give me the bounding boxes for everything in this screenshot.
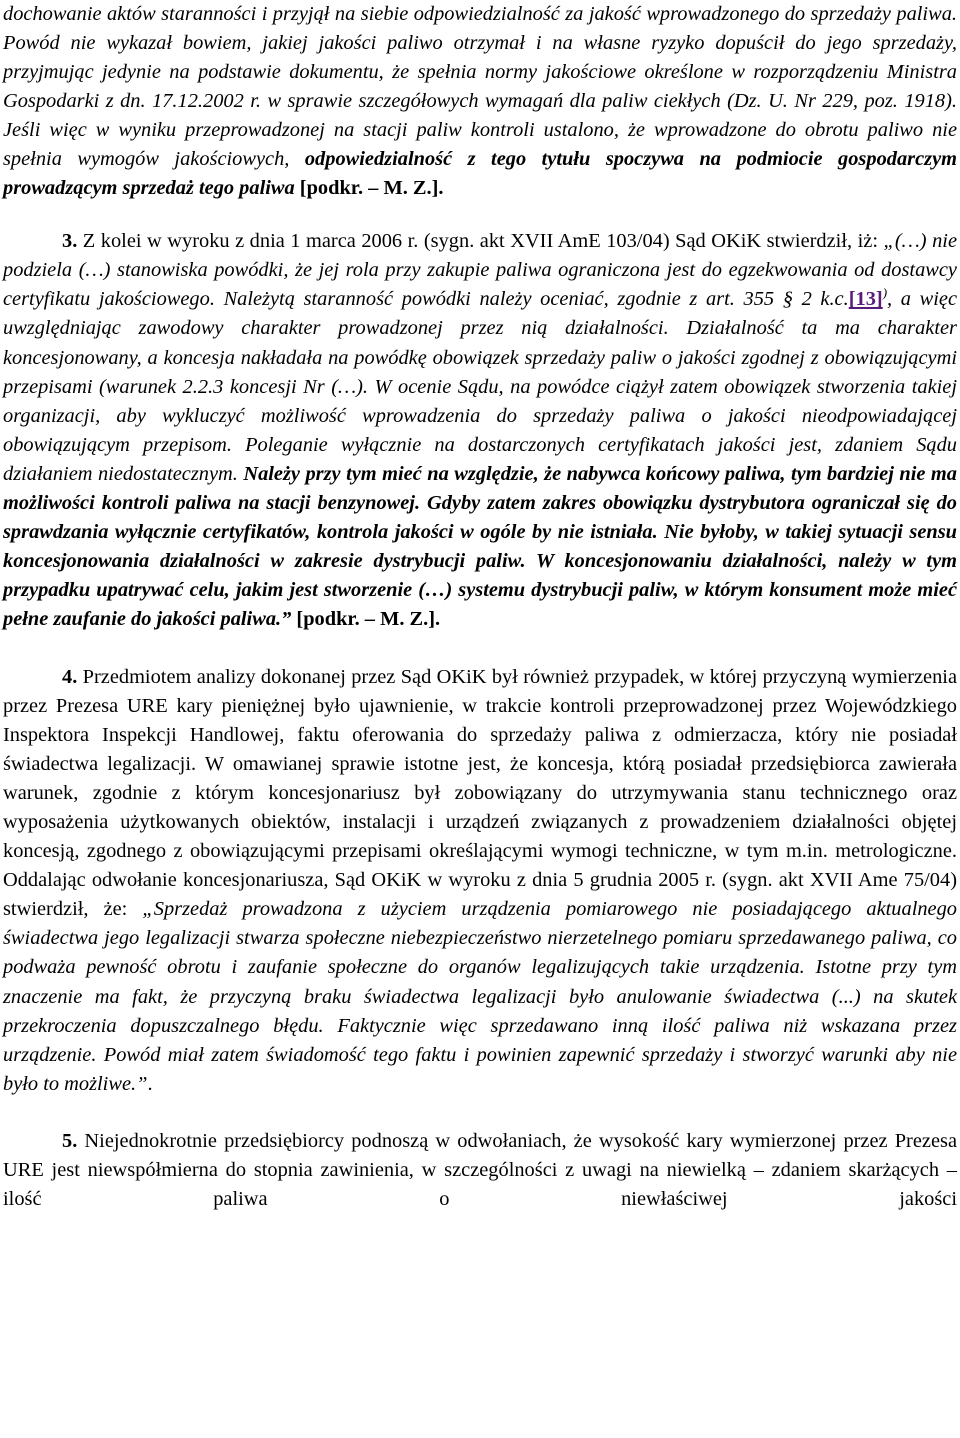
paragraph-2-emphasis-note: [podkr. – M. Z.]. <box>291 607 441 630</box>
paragraph-2-intro: Z kolei w wyroku z dnia 1 marca 2006 r. (sygn. akt XVII AmE 103/04) Sąd OKiK stwierdził, iż: <box>77 230 884 253</box>
paragraph-4 <box>3 1127 957 1214</box>
paragraph-2-quote-part-1: „(…) nie podziela (…) stanowiska powódki, że jej rola przy zakupie paliwa ograniczona jest do egzekwowania od dostawcy certyfikatu jakościowego. Należytą staranność powódki należy oceniać, zgodnie z art. 355 § 2 k.c. <box>3 230 957 311</box>
paragraph-3-number: 4. <box>62 665 78 688</box>
paragraph-4-body: Niejednokrotnie przedsiębiorcy podnoszą w odwołaniach, że wysokość kary wymierzonej przez Prezesa URE jest niewspółmierna do stopnia zawinienia, w szczególności z uwagi na niewielką – zdaniem skarżących – ilość paliwa o niewłaściwej jakości <box>3 1129 957 1210</box>
paragraph-3-body: Przedmiotem analizy dokonanej przez Sąd OKiK był również przypadek, w której przyczyną wymierzenia przez Prezesa URE kary pieniężnej było ujawnienie, w trakcie kontroli przeprowadzonej przez Wojewódzkiego Inspektora Inspekcji Handlowej, faktu oferowania do sprzedaży paliwa z odmierzacza, który nie posiadał świadectwa legalizacji. W omawianej sprawie istotne jest, że koncesja, którą posiadał przedsiębiorca zawierała warunek, zgodnie z którym koncesjonariusz był zobowiązany do utrzymywania stanu technicznego oraz wyposażenia użytkowanych obiektów, instalacji i urządzeń związanych z prowadzeniem działalności objętej koncesją, zgodnego z obowiązującymi przepisami określającymi wymogi techniczne, w tym m.in. metrologiczne. Oddalając odwołanie koncesjonariusza, Sąd OKiK w wyroku z dnia 5 grudnia 2005 r. (sygn. akt XVII Ame 75/04) stwierdził, że: <box>3 665 957 921</box>
paragraph-3-quote: „Sprzedaż prowadzona z użyciem urządzenia pomiarowego nie posiadającego aktualnego świadectwa jego legalizacji stwarza społeczne niebezpieczeństwo nierzetelnego pomiaru sprzedawanego paliwa, co podważa pewność obrotu i zaufanie społeczne do organów legalizujących takie urządzenia. Istotne przy tym znaczenie ma fakt, że przyczyną braku świadectwa legalizacji było anulowanie świadectwa (...) na skutek przekroczenia dopuszczalnego błędu. Faktycznie więc sprzedawano inną ilość paliwa niż wskazana przez urządzenie. Powód miał zatem świadomość tego faktu i powinien zapewnić sprzedaży i stworzyć warunki aby nie było to możliwe.” <box>3 898 958 1095</box>
paragraph-1 <box>3 0 957 203</box>
paragraph-spacer <box>3 1099 957 1127</box>
paragraph-2-quote-part-2: , a więc uwzględniając zawodowy charakter prowadzonej przez nią działalności. Działalność ta ma charakter koncesjonowany, a koncesja nakładała na powódkę obowiązek sprzedaży paliw o jakości zgodnej z obowiązującymi przepisami (warunek 2.2.3 koncesji Nr (…). W ocenie Sądu, na powódce ciążył zatem obowiązek stworzenia takiej organizacji, aby wykluczyć możliwość wprowadzenia do sprzedaży paliwa o jakości nieodpowiadającej obowiązującym przepisom. Poleganie wyłącznie na dostarczonych certyfikatach jakości jest, zdaniem Sądu działaniem niedostatecznym. <box>3 288 957 485</box>
paragraph-3-end: . <box>147 1072 153 1095</box>
paragraph-1-bold-emphasis: odpowiedzialność z tego tytułu spoczywa na podmiocie gospodarczym prowadzącym sprzedaż tego paliwa <box>3 148 957 200</box>
paragraph-2-number: 3. <box>62 230 78 253</box>
footnote-link-13[interactable]: [13] <box>848 288 883 311</box>
paragraph-1-italic-text: dochowanie aktów staranności i przyjął na siebie odpowiedzialność za jakość wprowadzonego do sprzedaży paliwa. Powód nie wykazał bowiem, jakiej jakości paliwo otrzymał i na własne ryzyko dopuścił do jego sprzedaży, przyjmując jedynie na podstawie dokumentu, że spełnia normy jakościowe określone w rozporządzeniu Ministra Gospodarki z dn. 17.12.2002 r. w sprawie szczegółowych wymagań dla paliw ciekłych (Dz. U. Nr 229, poz. 1918). Jeśli więc w wyniku przeprowadzonej na stacji paliw kontroli ustalono, że wprowadzone do obrotu paliwo nie spełnia wymogów jakościowych, <box>3 3 957 171</box>
paragraph-3 <box>3 663 957 1099</box>
footnote-superscript: ) <box>882 285 888 301</box>
paragraph-4-number: 5. <box>62 1129 78 1152</box>
paragraph-2-bold-quote: Należy przy tym mieć na względzie, że nabywca końcowy paliwa, tym bardziej nie ma możliwości kontroli paliwa na stacji benzynowej. Gdyby zatem zakres obowiązku dystrybutora ograniczał się do sprawdzania wyłącznie certyfikatów, kontrola jakości w ogóle by nie istniała. Nie byłoby, w takiej sytuacji sensu koncesjonowania działalności w zakresie dystrybucji paliw. W koncesjonowaniu działalności, należy w tym przypadku upatrywać celu, jakim jest stworzenie (…) systemu dystrybucji paliw, w którym konsument może mieć pełne zaufanie do jakości paliwa.” <box>3 462 957 630</box>
paragraph-2 <box>3 227 957 634</box>
paragraph-spacer <box>3 203 957 227</box>
paragraph-spacer <box>3 634 957 663</box>
paragraph-1-emphasis-note: [podkr. – M. Z.]. <box>294 177 444 200</box>
